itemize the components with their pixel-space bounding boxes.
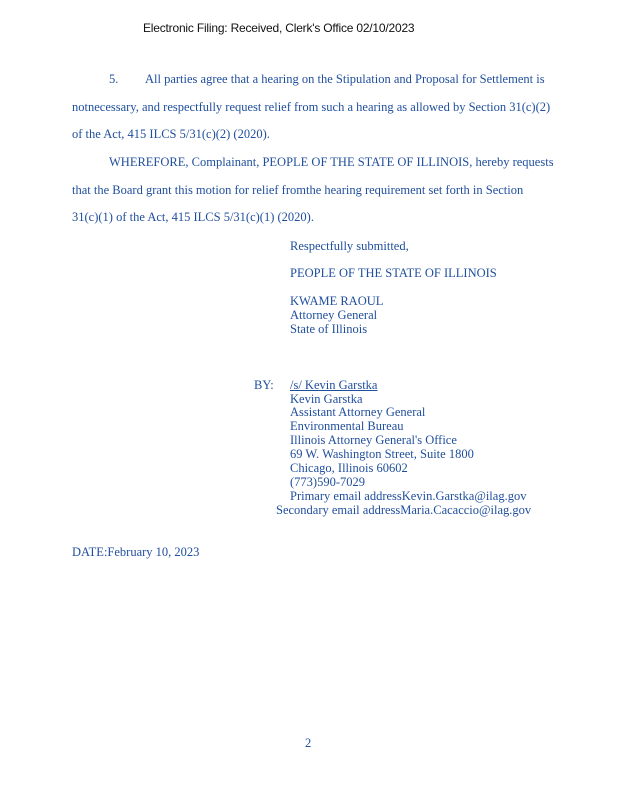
paragraph-5-line-1: All parties agree that a hearing on the Stipulation and Proposal for Settlement is <box>145 72 545 86</box>
wherefore-line-2: that the Board grant this motion for relief fromthe hearing requirement set forth in Section <box>72 183 524 197</box>
e-signature: /s/ Kevin Garstka <box>290 378 378 392</box>
attorney-general-state: State of Illinois <box>290 322 368 336</box>
secondary-email: Secondary email addressMaria.Cacaccio@ilag.gov <box>276 503 532 517</box>
signer-office: Illinois Attorney General's Office <box>290 433 457 447</box>
wherefore-line-3: 31(c)(1) of the Act, 415 ILCS 5/31(c)(1) (2020). <box>72 210 314 224</box>
date-line: DATE:February 10, 2023 <box>72 545 200 559</box>
signer-street: 69 W. Washington Street, Suite 1800 <box>290 447 474 461</box>
attorney-general-title: Attorney General <box>290 308 378 322</box>
paragraph-5-line-2: notnecessary, and respectfully request relief from such a hearing as allowed by Section 31(c)(2) <box>72 100 551 114</box>
closing: Respectfully submitted, <box>290 239 409 253</box>
attorney-general-name: KWAME RAOUL <box>290 294 384 308</box>
filing-stamp: Electronic Filing: Received, Clerk's Office 02/10/2023 <box>143 21 415 35</box>
wherefore-line-1: WHEREFORE, Complainant, PEOPLE OF THE STATE OF ILLINOIS, hereby requests <box>109 155 554 169</box>
primary-email: Primary email addressKevin.Garstka@ilag.gov <box>290 489 527 503</box>
page-number: 2 <box>305 736 312 750</box>
signer-phone: (773)590-7029 <box>290 475 365 489</box>
signer-name: Kevin Garstka <box>290 392 363 406</box>
paragraph-5-line-3: of the Act, 415 ILCS 5/31(c)(2) (2020). <box>72 127 270 141</box>
signer-city: Chicago, Illinois 60602 <box>290 461 408 475</box>
by-label: BY: <box>254 378 274 392</box>
party-name: PEOPLE OF THE STATE OF ILLINOIS <box>290 266 497 280</box>
signer-title: Assistant Attorney General <box>290 405 426 419</box>
paragraph-number: 5. <box>109 72 119 86</box>
signer-bureau: Environmental Bureau <box>290 419 404 433</box>
